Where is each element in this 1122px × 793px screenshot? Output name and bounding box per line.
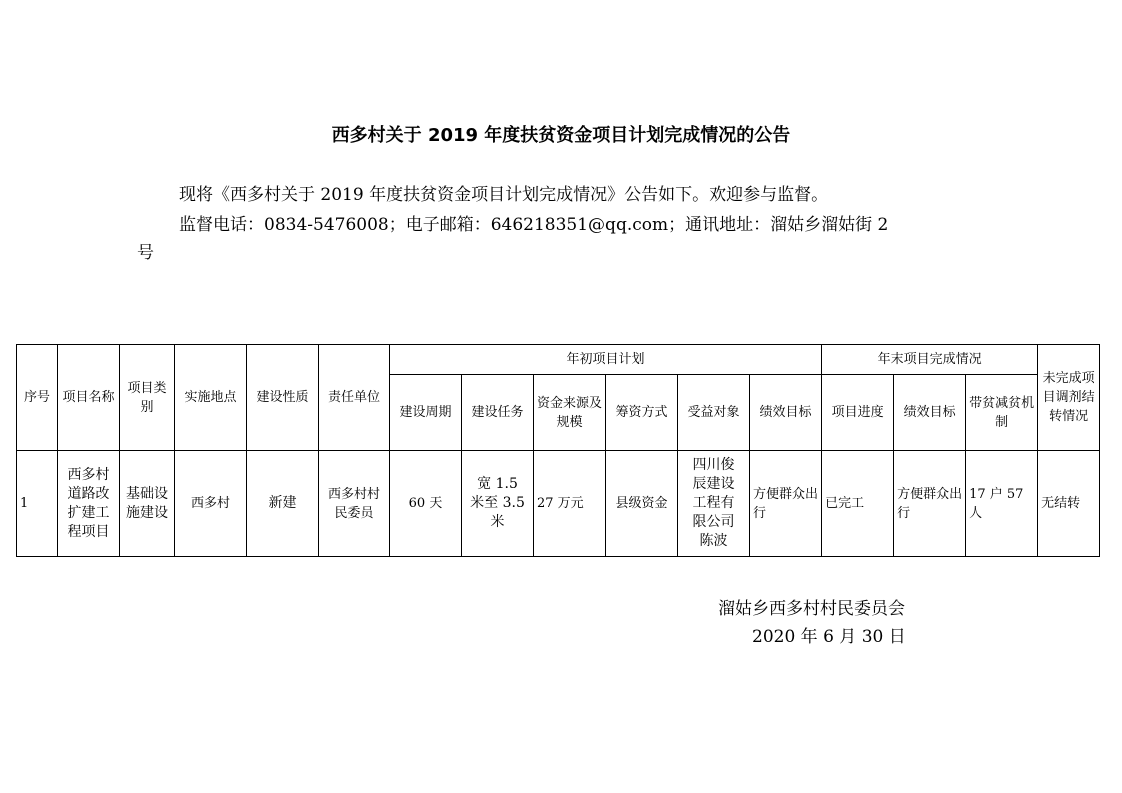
cell-period: 60 天 bbox=[390, 451, 462, 557]
header-mechanism: 带贫减贫机制 bbox=[966, 375, 1038, 451]
project-table bbox=[16, 344, 1100, 557]
header-nature: 建设性质 bbox=[247, 345, 319, 451]
cell-done-goal: 方便群众出行 bbox=[894, 451, 966, 557]
cell-responsible: 西多村村民委员 bbox=[319, 451, 390, 557]
intro-line-3: 号 bbox=[137, 243, 154, 263]
cell-goal: 方便群众出行 bbox=[750, 451, 822, 557]
cell-location: 西多村 bbox=[175, 451, 247, 557]
header-plan-group: 年初项目计划 bbox=[390, 345, 822, 375]
header-progress: 项目进度 bbox=[822, 375, 894, 451]
cell-task: 宽 1.5 米至 3.5 米 bbox=[462, 451, 534, 557]
cell-project-name: 西多村道路改扩建工程项目 bbox=[58, 451, 120, 557]
header-unfinished: 未完成项目调剂结转情况 bbox=[1038, 345, 1100, 451]
header-task: 建设任务 bbox=[462, 375, 534, 451]
signature-org: 溜姑乡西多村村民委员会 bbox=[718, 599, 905, 619]
intro-line-1: 现将《西多村关于 2019 年度扶贫资金项目计划完成情况》公告如下。欢迎参与监督。 bbox=[179, 185, 829, 205]
header-goal: 绩效目标 bbox=[750, 375, 822, 451]
cell-raise: 县级资金 bbox=[606, 451, 678, 557]
header-location: 实施地点 bbox=[175, 345, 247, 451]
header-beneficiary: 受益对象 bbox=[678, 375, 750, 451]
header-raise: 筹资方式 bbox=[606, 375, 678, 451]
header-fund: 资金来源及规模 bbox=[534, 375, 606, 451]
header-done-goal: 绩效目标 bbox=[894, 375, 966, 451]
page-title: 西多村关于 2019 年度扶贫资金项目计划完成情况的公告 bbox=[331, 125, 791, 146]
cell-nature: 新建 bbox=[247, 451, 319, 557]
header-project-name: 项目名称 bbox=[58, 345, 120, 451]
cell-category: 基础设施建设 bbox=[120, 451, 175, 557]
table-row bbox=[17, 451, 1100, 557]
cell-progress: 已完工 bbox=[822, 451, 894, 557]
header-done-group: 年末项目完成情况 bbox=[822, 345, 1038, 375]
signature-date: 2020 年 6 月 30 日 bbox=[752, 627, 906, 647]
cell-fund: 27 万元 bbox=[534, 451, 606, 557]
intro-line-2: 监督电话：0834-5476008；电子邮箱：646218351@qq.com；通讯地址：溜姑乡溜姑街 2 bbox=[179, 215, 889, 235]
header-category: 项目类别 bbox=[120, 345, 175, 451]
header-responsible: 责任单位 bbox=[319, 345, 390, 451]
header-period: 建设周期 bbox=[390, 375, 462, 451]
cell-seq: 1 bbox=[17, 451, 58, 557]
cell-unfinished: 无结转 bbox=[1038, 451, 1100, 557]
header-seq: 序号 bbox=[17, 345, 58, 451]
cell-beneficiary: 四川俊辰建设工程有限公司陈波 bbox=[678, 451, 750, 557]
cell-mechanism: 17 户 57 人 bbox=[966, 451, 1038, 557]
